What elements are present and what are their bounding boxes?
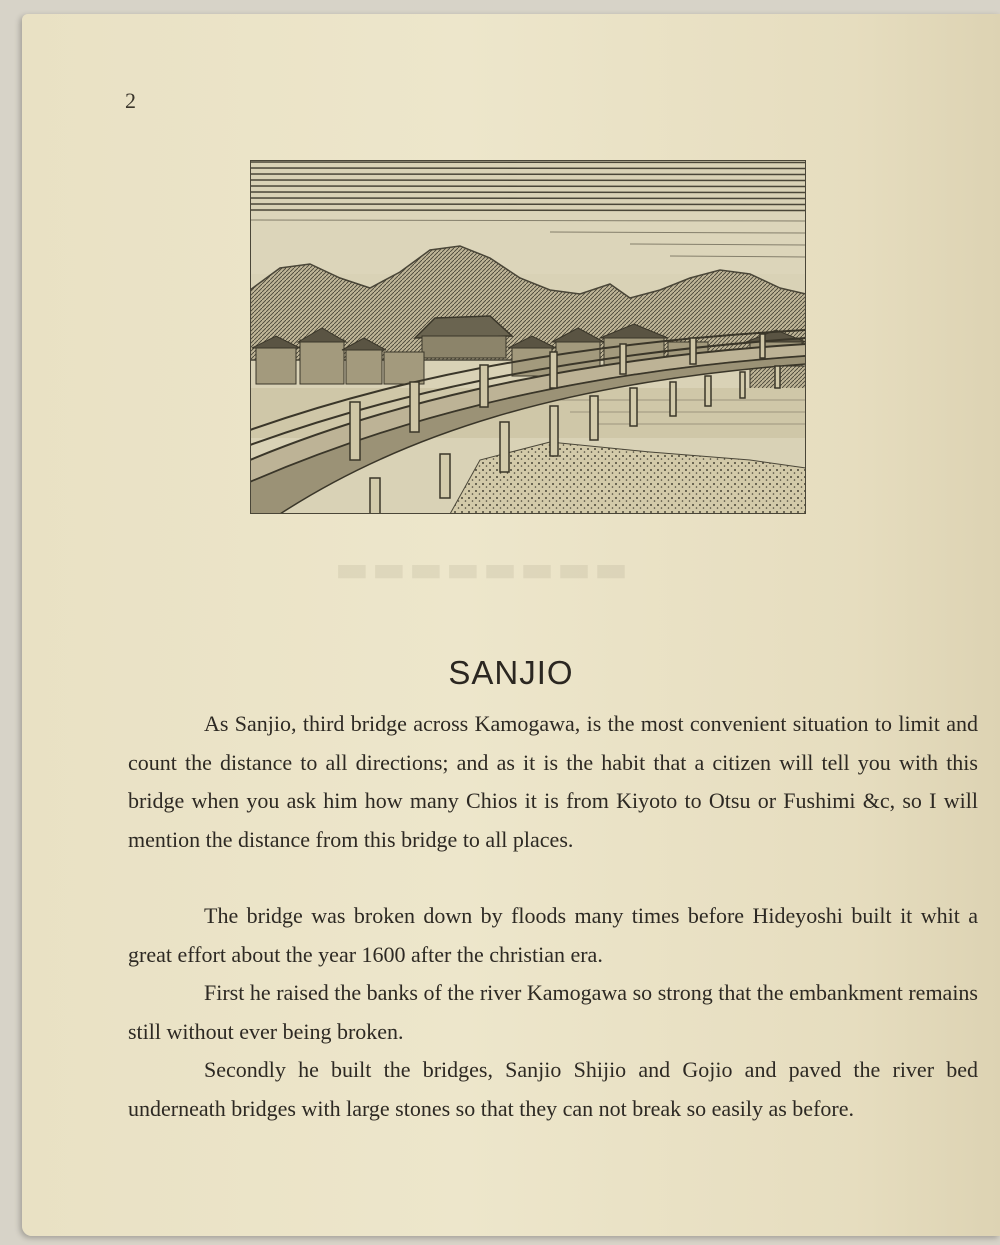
section-title: SANJIO	[448, 654, 574, 691]
show-through-heading: ▬▬▬▬▬▬▬▬	[332, 549, 629, 590]
paragraph-3: First he raised the banks of the river Kamogawa so strong that the embankment remains still without ever being broken.	[128, 980, 978, 1044]
paragraph-2: The bridge was broken down by floods many times before Hideyoshi built it whit a great effort about the year 1600 after the christian era.	[128, 903, 978, 967]
book-page	[22, 14, 1000, 1236]
page-number: 2	[125, 88, 136, 113]
bridge-illustration	[250, 160, 806, 514]
paragraph-4: Secondly he built the bridges, Sanjio Shijio and Gojio and paved the river bed underneath bridges with large stones so that they can not break so easily as before.	[128, 1057, 978, 1121]
paragraph-1: As Sanjio, third bridge across Kamogawa, is the most convenient situation to limit and count the distance to all directions; and as it is the habit that a citizen will tell you with this bridge when you ask him how many Chios it is from Kiyoto to Otsu or Fushimi &c, so I will mention the distance from this bridge to all places.	[128, 711, 978, 852]
